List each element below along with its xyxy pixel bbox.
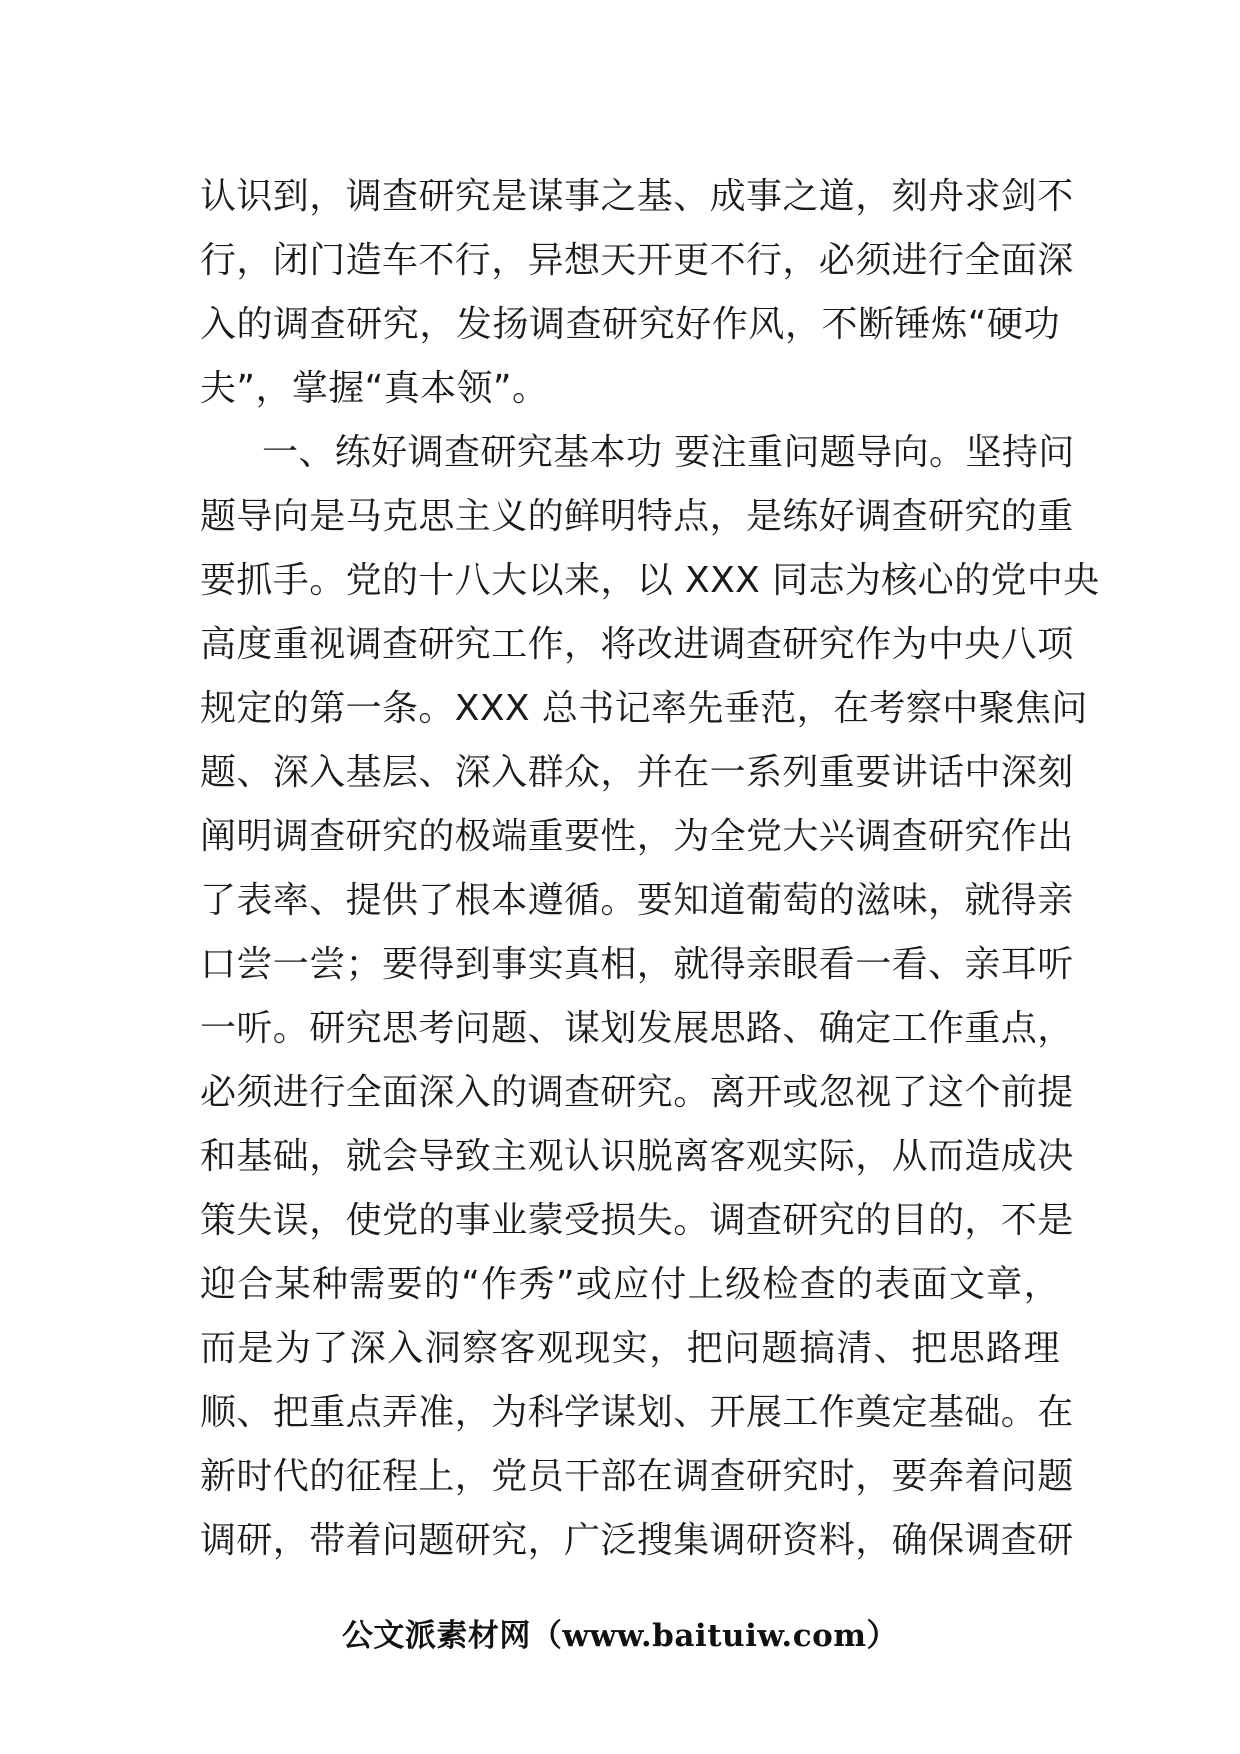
text-line: 题导向是马克思主义的鲜明特点，是练好调查研究的重 [200,496,1074,537]
text-line: 迎合某种需要的“作秀”或应付上级检查的表面文章， [200,1264,1060,1305]
footer-watermark: 公文派素材网（www.baituiw.com） [341,1618,899,1654]
text-line: 必须进行全面深入的调查研究。离开或忽视了这个前提 [200,1072,1074,1113]
text-line: 规定的第一条。XXX 总书记率先垂范，在考察中聚焦问 [200,688,1088,729]
text-line: 顺、把重点弄准，为科学谋划、开展工作奠定基础。在 [200,1392,1074,1433]
text-line: 要抓手。党的十八大以来，以 XXX 同志为核心的党中央 [200,560,1100,601]
text-line: 认识到，调查研究是谋事之基、成事之道，刻舟求剑不 [200,176,1074,217]
text-line: 调研，带着问题研究，广泛搜集调研资料，确保调查研 [200,1520,1074,1561]
document-body [200,165,1100,1573]
text-line: 新时代的征程上，党员干部在调查研究时，要奔着问题 [200,1456,1074,1497]
text-line: 策失误，使党的事业蒙受损失。调查研究的目的，不是 [200,1200,1074,1241]
text-line: 入的调查研究，发扬调查研究好作风，不断锤炼“硬功 [200,304,1060,345]
section-heading-line: 一、练好调查研究基本功 要注重问题导向。坚持问 [262,432,1075,473]
text-line: 和基础，就会导致主观认识脱离客观实际，从而造成决 [200,1136,1074,1177]
text-line: 行，闭门造车不行，异想天开更不行，必须进行全面深 [200,240,1074,281]
text-line: 口尝一尝；要得到事实真相，就得亲眼看一看、亲耳听 [200,944,1074,985]
text-line: 了表率、提供了根本遵循。要知道葡萄的滋味，就得亲 [200,880,1074,921]
text-line: 夫”，掌握“真本领”。 [200,368,549,409]
text-line: 一听。研究思考问题、谋划发展思路、确定工作重点， [200,1008,1074,1049]
text-line: 题、深入基层、深入群众，并在一系列重要讲话中深刻 [200,752,1074,793]
text-line: 而是为了深入洞察客观现实，把问题搞清、把思路理 [200,1328,1060,1369]
text-line: 高度重视调查研究工作，将改进调查研究作为中央八项 [200,624,1074,665]
text-line: 阐明调查研究的极端重要性，为全党大兴调查研究作出 [200,816,1074,857]
